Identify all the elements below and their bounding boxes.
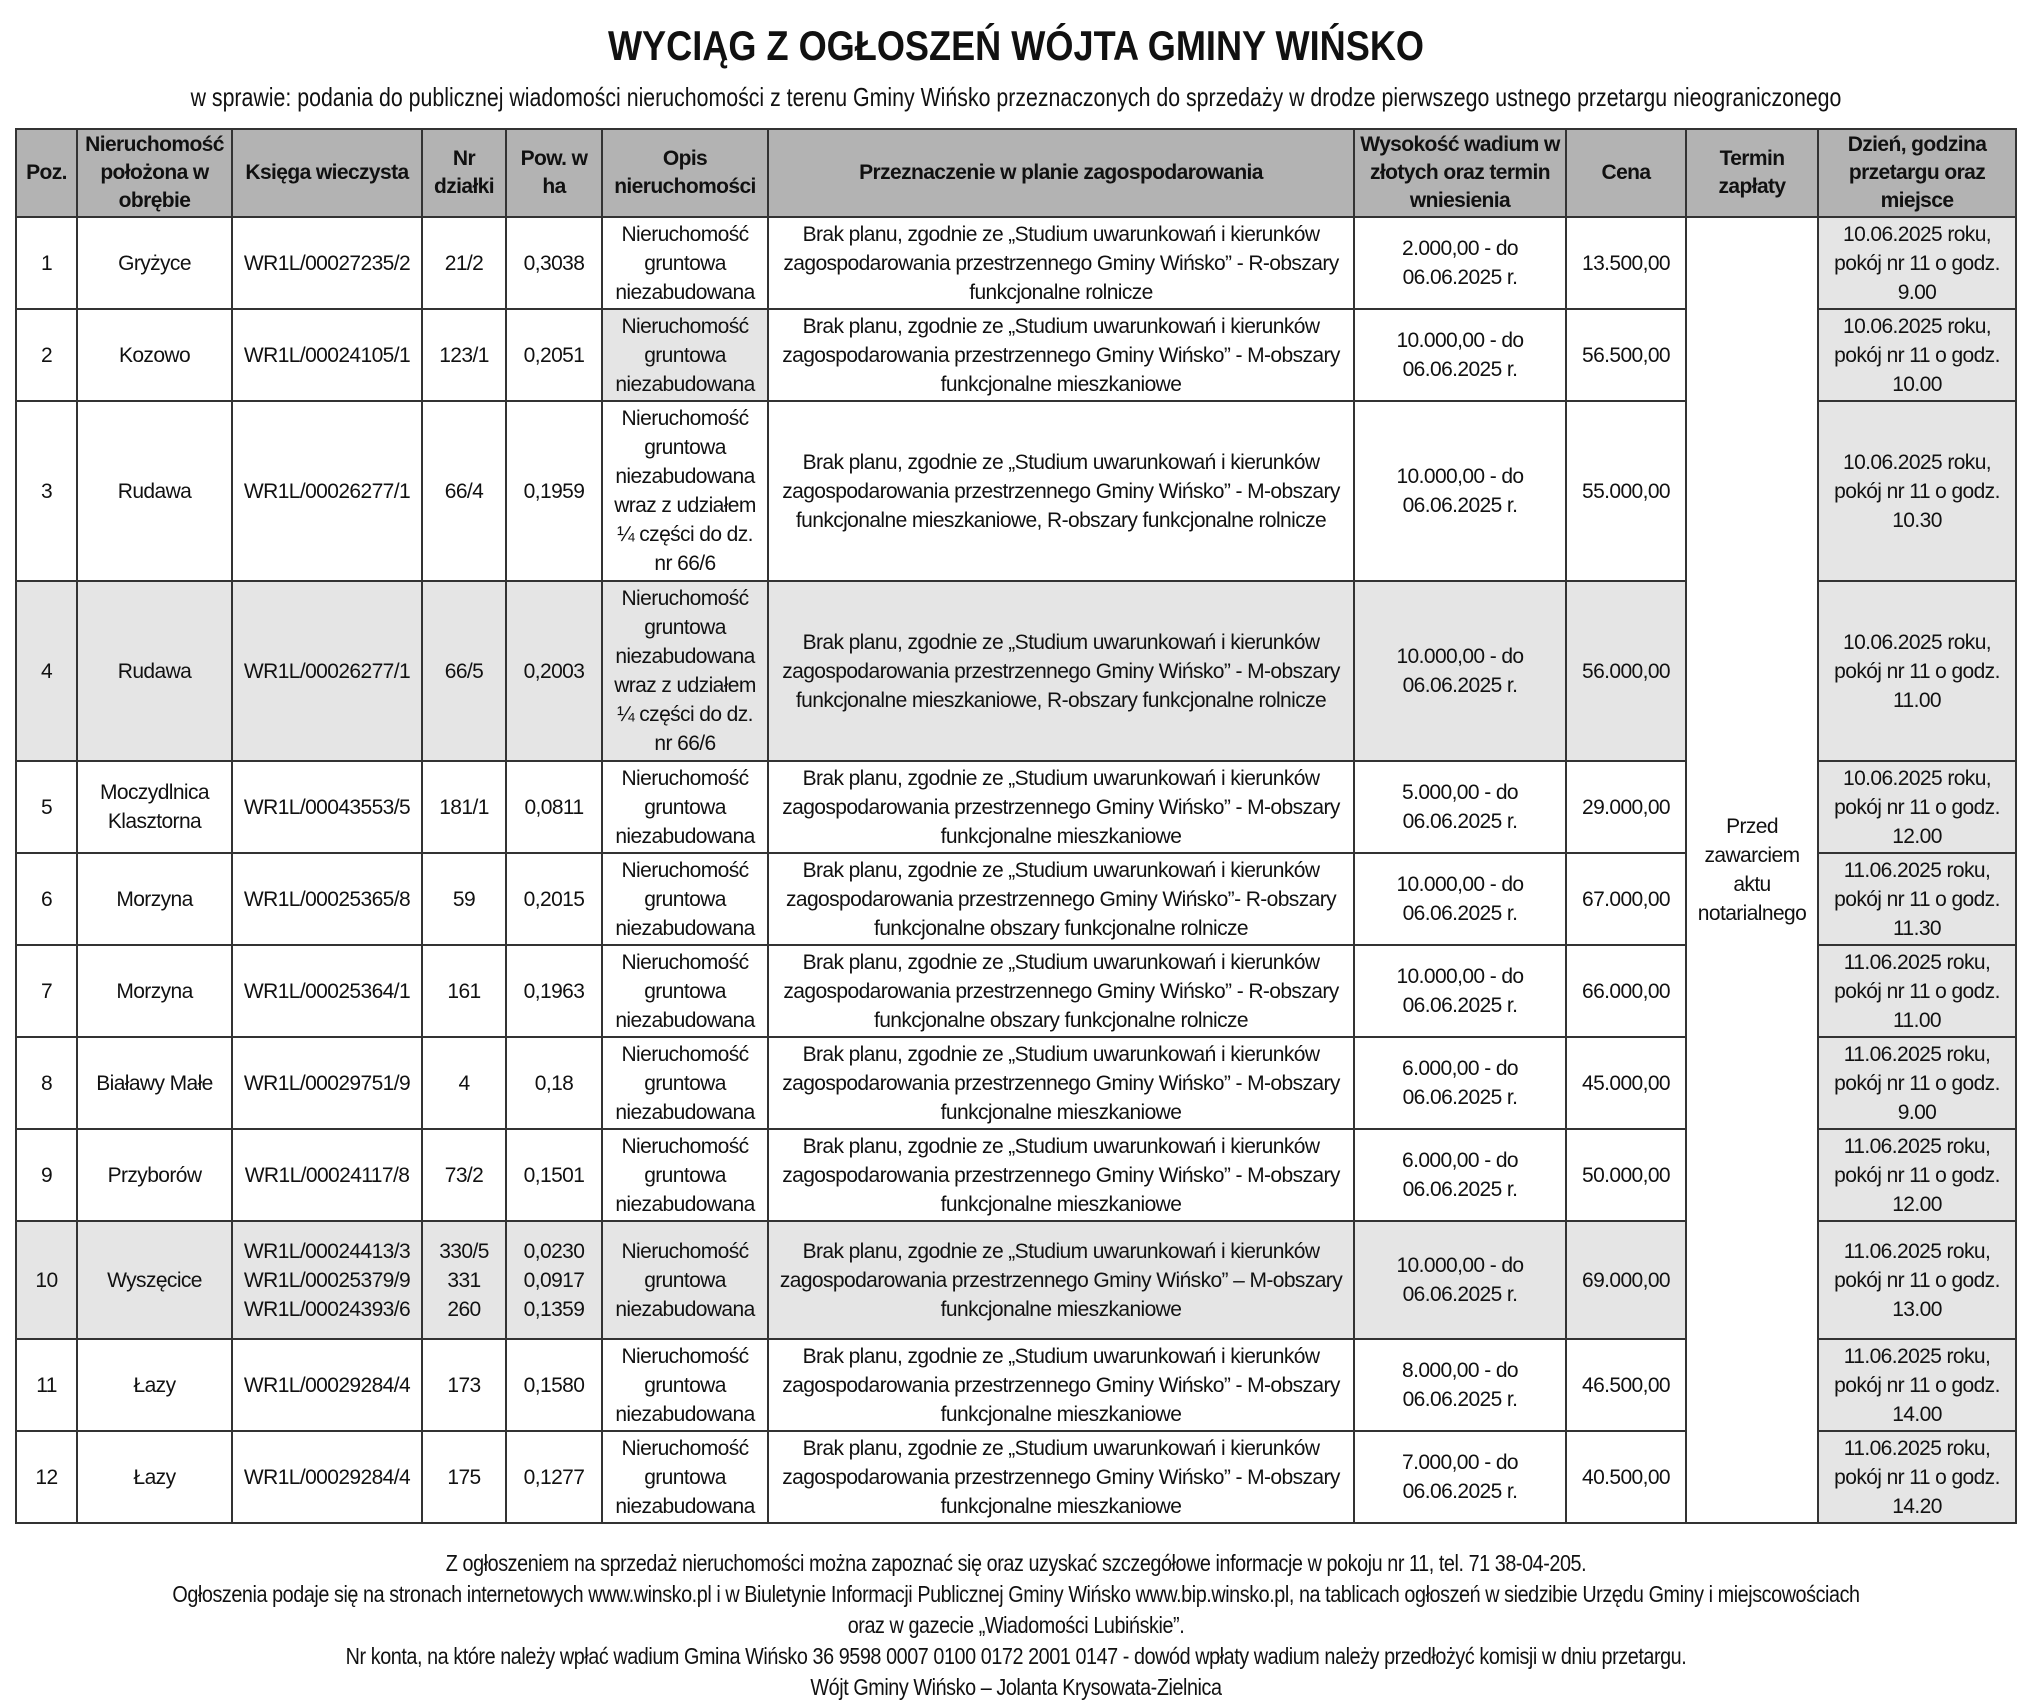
cell-ksiega: WR1L/00029751/9 bbox=[232, 1037, 422, 1129]
cell-wadium: 10.000,00 - do 06.06.2025 r. bbox=[1354, 401, 1566, 581]
cell-obreb: Łazy bbox=[77, 1431, 232, 1523]
cell-cena: 29.000,00 bbox=[1566, 761, 1686, 853]
cell-ksiega: WR1L/00025365/8 bbox=[232, 853, 422, 945]
cell-wadium: 2.000,00 - do 06.06.2025 r. bbox=[1354, 217, 1566, 309]
cell-ksiega: WR1L/00027235/2 bbox=[232, 217, 422, 309]
cell-nr: 175 bbox=[422, 1431, 506, 1523]
cell-dzien: 11.06.2025 roku, pokój nr 11 o godz. 9.00 bbox=[1818, 1037, 2016, 1129]
cell-pow: 0,2003 bbox=[506, 581, 602, 761]
cell-poz: 5 bbox=[16, 761, 77, 853]
header-nr: Nr działki bbox=[422, 129, 506, 217]
cell-przeznaczenie: Brak planu, zgodnie ze „Studium uwarunkowań i kierunków zagospodarowania przestrzennego Gminy Wińsko” - M-obszary funkcjonalne mieszkaniowe bbox=[768, 1339, 1354, 1431]
cell-cena: 46.500,00 bbox=[1566, 1339, 1686, 1431]
footer-newspaper-line: oraz w gazecie „Wiadomości Lubińskie”. bbox=[847, 1612, 1185, 1638]
cell-wadium: 8.000,00 - do 06.06.2025 r. bbox=[1354, 1339, 1566, 1431]
cell-nr: 181/1 bbox=[422, 761, 506, 853]
cell-dzien: 10.06.2025 roku, pokój nr 11 o godz. 10.30 bbox=[1818, 401, 2016, 581]
header-pow: Pow. w ha bbox=[506, 129, 602, 217]
cell-wadium: 10.000,00 - do 06.06.2025 r. bbox=[1354, 853, 1566, 945]
table-header-row bbox=[16, 129, 2016, 217]
header-termin: Termin zapłaty bbox=[1686, 129, 1818, 217]
cell-opis: Nieruchomość gruntowa niezabudowana bbox=[602, 1339, 768, 1431]
cell-opis: Nieruchomość gruntowa niezabudowana bbox=[602, 1129, 768, 1221]
notice-footer bbox=[0, 1548, 2032, 1703]
cell-obreb: Łazy bbox=[77, 1339, 232, 1431]
cell-dzien: 11.06.2025 roku, pokój nr 11 o godz. 11.00 bbox=[1818, 945, 2016, 1037]
cell-dzien: 10.06.2025 roku, pokój nr 11 o godz. 12.00 bbox=[1818, 761, 2016, 853]
cell-opis: Nieruchomość gruntowa niezabudowana wraz z udziałem ¼ części do dz. nr 66/6 bbox=[602, 401, 768, 581]
cell-nr: 173 bbox=[422, 1339, 506, 1431]
cell-pow: 0,1277 bbox=[506, 1431, 602, 1523]
cell-nr: 66/4 bbox=[422, 401, 506, 581]
cell-przeznaczenie: Brak planu, zgodnie ze „Studium uwarunkowań i kierunków zagospodarowania przestrzennego Gminy Wińsko” - R-obszary funkcjonalne obszary funkcjonalne rolnicze bbox=[768, 945, 1354, 1037]
cell-ksiega: WR1L/00026277/1 bbox=[232, 401, 422, 581]
cell-obreb: Morzyna bbox=[77, 945, 232, 1037]
cell-dzien: 11.06.2025 roku, pokój nr 11 o godz. 12.00 bbox=[1818, 1129, 2016, 1221]
notice-subtitle: w sprawie: podania do publicznej wiadomości nieruchomości z terenu Gminy Wińsko przeznaczonych do sprzedaży w drodze pierwszego ustnego przetargu nieograniczonego bbox=[190, 82, 1842, 112]
cell-cena: 69.000,00 bbox=[1566, 1221, 1686, 1339]
cell-ksiega: WR1L/00024413/3 WR1L/00025379/9 WR1L/00024393/6 bbox=[232, 1221, 422, 1339]
cell-przeznaczenie: Brak planu, zgodnie ze „Studium uwarunkowań i kierunków zagospodarowania przestrzennego Gminy Wińsko” - R-obszary funkcjonalne rolnicze bbox=[768, 217, 1354, 309]
cell-przeznaczenie: Brak planu, zgodnie ze „Studium uwarunkowań i kierunków zagospodarowania przestrzennego Gminy Wińsko” - M-obszary funkcjonalne mieszkaniowe bbox=[768, 761, 1354, 853]
cell-dzien: 11.06.2025 roku, pokój nr 11 o godz. 14.20 bbox=[1818, 1431, 2016, 1523]
cell-przeznaczenie: Brak planu, zgodnie ze „Studium uwarunkowań i kierunków zagospodarowania przestrzennego Gminy Wińsko” - M-obszary funkcjonalne mieszkaniowe, R-obszary funkcjonalne rolnicze bbox=[768, 401, 1354, 581]
cell-ksiega: WR1L/00043553/5 bbox=[232, 761, 422, 853]
cell-dzien: 11.06.2025 roku, pokój nr 11 o godz. 13.00 bbox=[1818, 1221, 2016, 1339]
cell-wadium: 5.000,00 - do 06.06.2025 r. bbox=[1354, 761, 1566, 853]
cell-pow: 0,2051 bbox=[506, 309, 602, 401]
cell-obreb: Moczydlnica Klasztorna bbox=[77, 761, 232, 853]
header-przeznaczenie: Przeznaczenie w planie zagospodarowania bbox=[768, 129, 1354, 217]
cell-dzien: 10.06.2025 roku, pokój nr 11 o godz. 10.00 bbox=[1818, 309, 2016, 401]
cell-ksiega: WR1L/00029284/4 bbox=[232, 1431, 422, 1523]
cell-ksiega: WR1L/00025364/1 bbox=[232, 945, 422, 1037]
cell-nr: 330/5 331 260 bbox=[422, 1221, 506, 1339]
cell-poz: 7 bbox=[16, 945, 77, 1037]
cell-poz: 12 bbox=[16, 1431, 77, 1523]
header-wadium: Wysokość wadium w złotych oraz termin wniesienia bbox=[1354, 129, 1566, 217]
cell-poz: 6 bbox=[16, 853, 77, 945]
cell-termin-zaplaty: Przed zawarciem aktu notarialnego bbox=[1686, 217, 1818, 1523]
cell-wadium: 7.000,00 - do 06.06.2025 r. bbox=[1354, 1431, 1566, 1523]
cell-wadium: 10.000,00 - do 06.06.2025 r. bbox=[1354, 309, 1566, 401]
cell-przeznaczenie: Brak planu, zgodnie ze „Studium uwarunkowań i kierunków zagospodarowania przestrzennego Gminy Wińsko” - M-obszary funkcjonalne mieszkaniowe bbox=[768, 1431, 1354, 1523]
cell-nr: 73/2 bbox=[422, 1129, 506, 1221]
cell-dzien: 10.06.2025 roku, pokój nr 11 o godz. 11.00 bbox=[1818, 581, 2016, 761]
header-cena: Cena bbox=[1566, 129, 1686, 217]
cell-obreb: Kozowo bbox=[77, 309, 232, 401]
cell-poz: 9 bbox=[16, 1129, 77, 1221]
cell-pow: 0,1501 bbox=[506, 1129, 602, 1221]
cell-nr: 123/1 bbox=[422, 309, 506, 401]
cell-opis: Nieruchomość gruntowa niezabudowana bbox=[602, 1221, 768, 1339]
cell-poz: 2 bbox=[16, 309, 77, 401]
cell-poz: 1 bbox=[16, 217, 77, 309]
cell-cena: 50.000,00 bbox=[1566, 1129, 1686, 1221]
cell-wadium: 6.000,00 - do 06.06.2025 r. bbox=[1354, 1129, 1566, 1221]
cell-wadium: 10.000,00 - do 06.06.2025 r. bbox=[1354, 945, 1566, 1037]
cell-przeznaczenie: Brak planu, zgodnie ze „Studium uwarunkowań i kierunków zagospodarowania przestrzennego Gminy Wińsko” – M-obszary funkcjonalne mieszkaniowe bbox=[768, 1221, 1354, 1339]
cell-opis: Nieruchomość gruntowa niezabudowana bbox=[602, 1431, 768, 1523]
cell-opis: Nieruchomość gruntowa niezabudowana bbox=[602, 217, 768, 309]
cell-przeznaczenie: Brak planu, zgodnie ze „Studium uwarunkowań i kierunków zagospodarowania przestrzennego Gminy Wińsko” - M-obszary funkcjonalne mieszkaniowe, R-obszary funkcjonalne rolnicze bbox=[768, 581, 1354, 761]
cell-cena: 45.000,00 bbox=[1566, 1037, 1686, 1129]
footer-publication-line: Ogłoszenia podaje się na stronach internetowych www.winsko.pl i w Biuletynie Informacji Publicznej Gminy Wińsko www.bip.winsko.pl, na tablicach ogłoszeń w siedzibie Urzędu Gminy i miejscowościach bbox=[172, 1581, 1860, 1607]
cell-poz: 4 bbox=[16, 581, 77, 761]
cell-dzien: 11.06.2025 roku, pokój nr 11 o godz. 11.30 bbox=[1818, 853, 2016, 945]
cell-pow: 0,0811 bbox=[506, 761, 602, 853]
cell-cena: 40.500,00 bbox=[1566, 1431, 1686, 1523]
notice-title: WYCIĄG Z OGŁOSZEŃ WÓJTA GMINY WIŃSKO bbox=[607, 22, 1425, 69]
cell-pow: 0,1959 bbox=[506, 401, 602, 581]
table-row bbox=[16, 217, 2016, 309]
cell-dzien: 11.06.2025 roku, pokój nr 11 o godz. 14.00 bbox=[1818, 1339, 2016, 1431]
cell-nr: 66/5 bbox=[422, 581, 506, 761]
cell-cena: 56.000,00 bbox=[1566, 581, 1686, 761]
cell-opis: Nieruchomość gruntowa niezabudowana wraz z udziałem ¼ części do dz. nr 66/6 bbox=[602, 581, 768, 761]
cell-wadium: 10.000,00 - do 06.06.2025 r. bbox=[1354, 1221, 1566, 1339]
cell-przeznaczenie: Brak planu, zgodnie ze „Studium uwarunkowań i kierunków zagospodarowania przestrzennego Gminy Wińsko”- R-obszary funkcjonalne obszary funkcjonalne rolnicze bbox=[768, 853, 1354, 945]
cell-ksiega: WR1L/00026277/1 bbox=[232, 581, 422, 761]
cell-przeznaczenie: Brak planu, zgodnie ze „Studium uwarunkowań i kierunków zagospodarowania przestrzennego Gminy Wińsko” - M-obszary funkcjonalne mieszkaniowe bbox=[768, 1037, 1354, 1129]
cell-obreb: Morzyna bbox=[77, 853, 232, 945]
cell-cena: 66.000,00 bbox=[1566, 945, 1686, 1037]
cell-pow: 0,3038 bbox=[506, 217, 602, 309]
footer-info-line: Z ogłoszeniem na sprzedaż nieruchomości można zapoznać się oraz uzyskać szczegółowe informacje w pokoju nr 11, tel. 71 38-04-205. bbox=[445, 1550, 1587, 1576]
cell-obreb: Rudawa bbox=[77, 581, 232, 761]
cell-wadium: 6.000,00 - do 06.06.2025 r. bbox=[1354, 1037, 1566, 1129]
cell-ksiega: WR1L/00029284/4 bbox=[232, 1339, 422, 1431]
cell-dzien: 10.06.2025 roku, pokój nr 11 o godz. 9.00 bbox=[1818, 217, 2016, 309]
cell-poz: 11 bbox=[16, 1339, 77, 1431]
cell-przeznaczenie: Brak planu, zgodnie ze „Studium uwarunkowań i kierunków zagospodarowania przestrzennego Gminy Wińsko” - M-obszary funkcjonalne mieszkaniowe bbox=[768, 309, 1354, 401]
cell-pow: 0,1963 bbox=[506, 945, 602, 1037]
cell-poz: 10 bbox=[16, 1221, 77, 1339]
cell-cena: 13.500,00 bbox=[1566, 217, 1686, 309]
cell-nr: 161 bbox=[422, 945, 506, 1037]
cell-opis: Nieruchomość gruntowa niezabudowana bbox=[602, 1037, 768, 1129]
cell-nr: 59 bbox=[422, 853, 506, 945]
header-dzien: Dzień, godzina przetargu oraz miejsce bbox=[1818, 129, 2016, 217]
cell-obreb: Gryżyce bbox=[77, 217, 232, 309]
cell-ksiega: WR1L/00024117/8 bbox=[232, 1129, 422, 1221]
cell-pow: 0,0230 0,0917 0,1359 bbox=[506, 1221, 602, 1339]
header-obreb: Nieruchomość położona w obrębie bbox=[77, 129, 232, 217]
cell-cena: 67.000,00 bbox=[1566, 853, 1686, 945]
cell-obreb: Białawy Małe bbox=[77, 1037, 232, 1129]
cell-pow: 0,2015 bbox=[506, 853, 602, 945]
cell-poz: 3 bbox=[16, 401, 77, 581]
cell-nr: 4 bbox=[422, 1037, 506, 1129]
cell-obreb: Wyszęcice bbox=[77, 1221, 232, 1339]
cell-ksiega: WR1L/00024105/1 bbox=[232, 309, 422, 401]
header-ksiega: Księga wieczysta bbox=[232, 129, 422, 217]
header-opis: Opis nieruchomości bbox=[602, 129, 768, 217]
cell-opis: Nieruchomość gruntowa niezabudowana bbox=[602, 761, 768, 853]
cell-przeznaczenie: Brak planu, zgodnie ze „Studium uwarunkowań i kierunków zagospodarowania przestrzennego Gminy Wińsko” - M-obszary funkcjonalne mieszkaniowe bbox=[768, 1129, 1354, 1221]
cell-pow: 0,18 bbox=[506, 1037, 602, 1129]
property-table bbox=[15, 128, 2017, 1524]
cell-pow: 0,1580 bbox=[506, 1339, 602, 1431]
cell-opis: Nieruchomość gruntowa niezabudowana bbox=[602, 945, 768, 1037]
cell-wadium: 10.000,00 - do 06.06.2025 r. bbox=[1354, 581, 1566, 761]
header-poz: Poz. bbox=[16, 129, 77, 217]
cell-cena: 55.000,00 bbox=[1566, 401, 1686, 581]
footer-signature: Wójt Gminy Wińsko – Jolanta Krysowata-Zielnica bbox=[810, 1674, 1222, 1700]
cell-nr: 21/2 bbox=[422, 217, 506, 309]
cell-opis: Nieruchomość gruntowa niezabudowana bbox=[602, 853, 768, 945]
cell-poz: 8 bbox=[16, 1037, 77, 1129]
footer-bank-account-line: Nr konta, na które należy wpłać wadium Gmina Wińsko 36 9598 0007 0100 0172 2001 0147 - dowód wpłaty wadium należy przedłożyć komisji w dniu przetargu. bbox=[345, 1643, 1687, 1669]
cell-cena: 56.500,00 bbox=[1566, 309, 1686, 401]
cell-obreb: Przyborów bbox=[77, 1129, 232, 1221]
cell-opis: Nieruchomość gruntowa niezabudowana bbox=[602, 309, 768, 401]
cell-obreb: Rudawa bbox=[77, 401, 232, 581]
